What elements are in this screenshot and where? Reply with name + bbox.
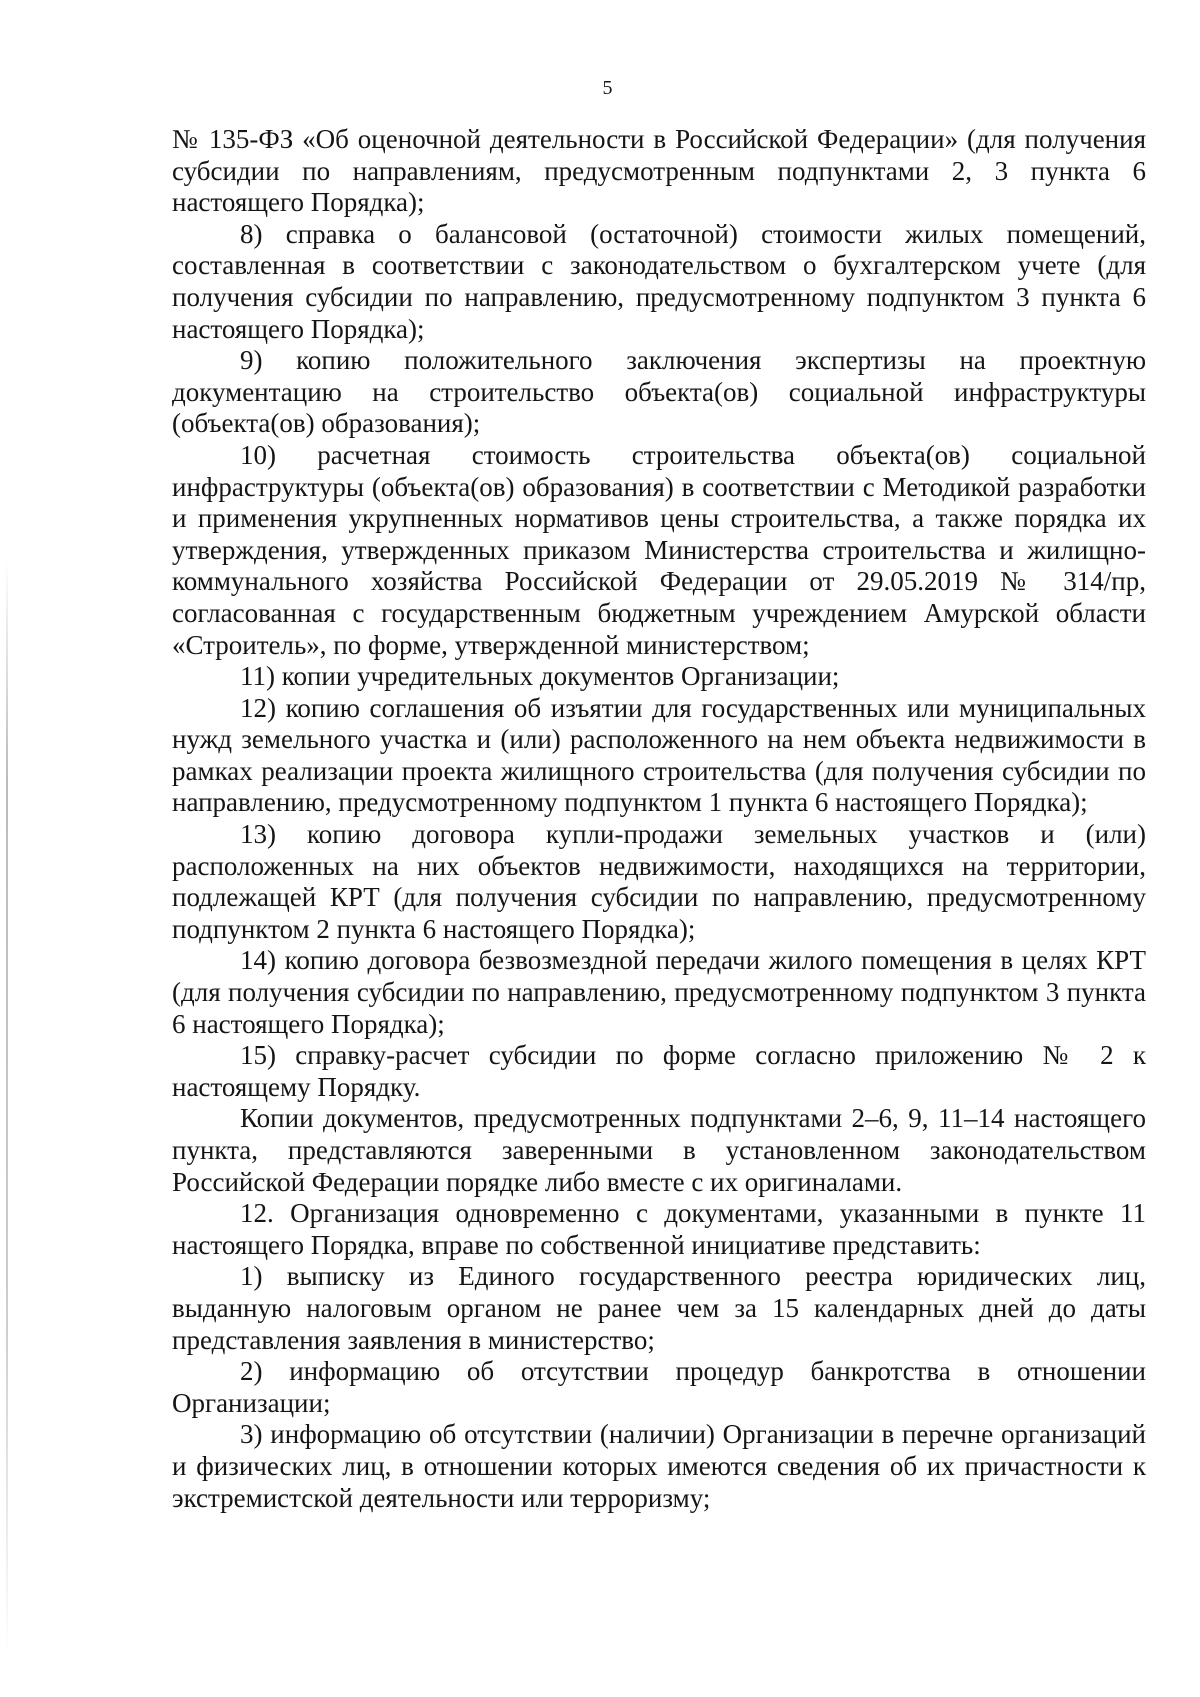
paragraph-section-12-item-1: 1) выписку из Единого государственного реестра юридических лиц, выданную налоговым органом не ранее чем за 15 календарных дней до даты представления заявления в министерство;: [172, 1261, 1146, 1355]
paragraph-item-14: 14) копию договора безвозмездной передачи жилого помещения в целях КРТ (для получения субсидии по направлению, предусмотренному подпунктом 3 пункта 6 настоящего Порядка);: [172, 945, 1146, 1039]
paragraph-copies-note: Копии документов, предусмотренных подпунктами 2–6, 9, 11–14 настоящего пункта, представляются заверенными в установленном законодательством Российской Федерации порядке либо вместе с их оригиналами.: [172, 1103, 1146, 1197]
page-number: 5: [602, 77, 613, 99]
paragraph-section-12-item-2: 2) информацию об отсутствии процедур банкротства в отношении Организации;: [172, 1356, 1146, 1418]
paragraph-item-12: 12) копию соглашения об изъятии для государственных или муниципальных нужд земельного участка и (или) расположенного на нем объекта недвижимости в рамках реализации проекта жилищного строительства (для получения субсидии по направлению, предусмотренному подпунктом 1 пункта 6 настоящего Порядка);: [172, 692, 1146, 818]
paragraph-item-13: 13) копию договора купли-продажи земельных участков и (или) расположенных на них объектов недвижимости, находящихся на территории, подлежащей КРТ (для получения субсидии по направлению, предусмотренному подпунктом 2 пункта 6 настоящего Порядка);: [172, 819, 1146, 944]
paragraph-section-12-item-3: 3) информацию об отсутствии (наличии) Организации в перечне организаций и физических лиц, в отношении которых имеются сведения об их причастности к экстремистской деятельности или терроризму;: [172, 1419, 1146, 1513]
paragraph-item-10: 10) расчетная стоимость строительства объекта(ов) социальной инфраструктуры (объекта(ов) образования) в соответствии с Методикой разработки и применения укрупненных нормативов цены строительства, а также порядка их утверждения, утвержденных приказом Министерства строительства и жилищно-коммунального хозяйства Российской Федерации от 29.05.2019 № 314/пр, согласованная с государственным бюджетным учреждением Амурской области «Строитель», по форме, утвержденной министерством;: [172, 439, 1146, 660]
paragraph-item-11: 11) копии учредительных документов Организации;: [240, 661, 840, 692]
document-body: [172, 124, 1146, 1514]
paragraph-item-15: 15) справку-расчет субсидии по форме согласно приложению № 2 к настоящему Порядку.: [172, 1040, 1146, 1102]
paragraph-item-8: 8) справка о балансовой (остаточной) стоимости жилых помещений, составленная в соответствии с законодательством о бухгалтерском учете (для получения субсидии по направлению, предусмотренному подпунктом 3 пункта 6 настоящего Порядка);: [172, 218, 1146, 344]
paragraph-item-9: 9) копию положительного заключения экспертизы на проектную документацию на строительство объекта(ов) социальной инфраструктуры (объекта(ов) образования);: [172, 345, 1146, 439]
scan-edge-shadow: [6, 560, 8, 1660]
paragraph-continuation: № 135-ФЗ «Об оценочной деятельности в Российской Федерации» (для получения субсидии по направлениям, предусмотренным подпунктами 2, 3 пункта 6 настоящего Порядка);: [172, 124, 1146, 218]
paragraph-section-12: 12. Организация одновременно с документами, указанными в пункте 11 настоящего Порядка, вправе по собственной инициативе представить:: [172, 1198, 1146, 1260]
